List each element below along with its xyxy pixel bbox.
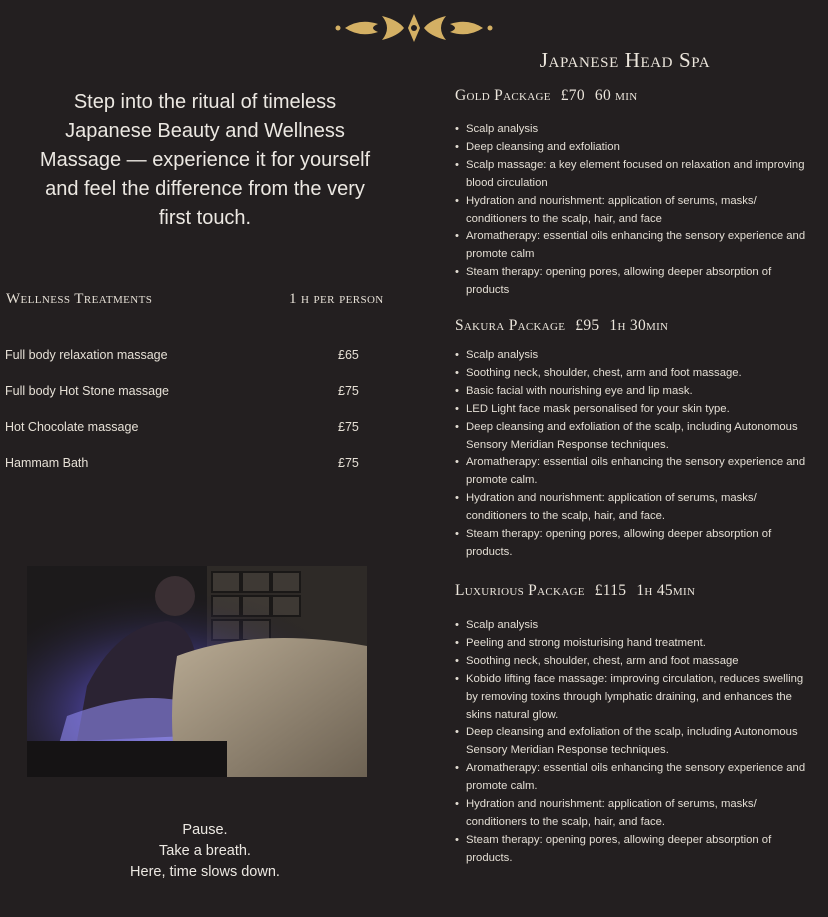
intro-line: and feel the difference from the very [45, 178, 365, 200]
intro-line: Japanese Beauty and Wellness [65, 120, 345, 142]
treatment-name: Full body relaxation massage [5, 348, 168, 362]
treatment-name: Full body Hot Stone massage [5, 384, 169, 398]
package-name: Gold Package [455, 87, 551, 104]
list-item: • Aromatherapy: essential oils enhancing the sensory experience and promote calm [455, 228, 815, 264]
treatment-name: Hammam Bath [5, 456, 89, 470]
luxurious-package-list [455, 617, 815, 868]
pause-text [90, 820, 320, 883]
list-item: • Steam therapy: opening pores, allowing deeper absorption of products [455, 264, 815, 300]
sakura-package-list [455, 347, 815, 562]
list-item: • Hydration and nourishment: application of serums, masks/ conditioners to the scalp, hair, and face. [455, 796, 815, 832]
package-price: £70 [560, 87, 585, 104]
treatment-price: £75 [338, 384, 359, 398]
intro-line: Step into the ritual of timeless [73, 91, 337, 113]
spa-treatment-photo [27, 566, 367, 777]
pause-line: Here, time slows down. [130, 864, 280, 880]
treatment-name: Hot Chocolate massage [5, 420, 139, 434]
list-item: • Kobido lifting face massage: improving circulation, reduces swelling by removing toxins through lymphatic draining, and enhances the skins natural glow. [455, 671, 815, 725]
package-duration: 1h 30min [609, 317, 669, 334]
list-item: • Scalp analysis [455, 617, 815, 635]
gold-package-list [455, 121, 815, 300]
package-name: Sakura Package [455, 317, 566, 334]
treatment-row [5, 456, 385, 470]
list-item: • Hydration and nourishment: application of serums, masks/ conditioners to the scalp, hair, and face [455, 193, 815, 229]
list-item: • Scalp analysis [455, 347, 815, 365]
treatment-price: £75 [338, 420, 359, 434]
package-price: £115 [594, 582, 627, 599]
list-item: • Aromatherapy: essential oils enhancing the sensory experience and promote calm. [455, 760, 815, 796]
package-duration: 1h 45min [636, 582, 696, 599]
pause-line: Pause. [182, 822, 228, 838]
per-person-label: 1 h per person [289, 291, 384, 307]
luxurious-package-title [455, 582, 705, 600]
list-item: • LED Light face mask personalised for your skin type. [455, 401, 815, 419]
pause-line: Take a breath. [159, 843, 251, 859]
intro-line: first touch. [158, 207, 252, 229]
list-item: • Deep cleansing and exfoliation [455, 139, 815, 157]
gold-package-title [455, 87, 647, 105]
list-item: • Soothing neck, shoulder, chest, arm and foot massage. [455, 365, 815, 383]
treatment-row [5, 420, 385, 434]
treatment-row [5, 384, 385, 398]
sakura-package-title [455, 317, 678, 335]
wellness-treatments-heading [6, 291, 406, 308]
list-item: • Aromatherapy: essential oils enhancing the sensory experience and promote calm. [455, 454, 815, 490]
list-item: • Scalp massage: a key element focused on relaxation and improving blood circulation [455, 157, 815, 193]
treatment-row [5, 348, 385, 362]
list-item: • Basic facial with nourishing eye and lip mask. [455, 383, 815, 401]
list-item: • Hydration and nourishment: application of serums, masks/ conditioners to the scalp, hair, and face. [455, 490, 815, 526]
list-item: • Steam therapy: opening pores, allowing deeper absorption of products. [455, 526, 815, 562]
wellness-heading-label: Wellness Treatments [6, 291, 153, 307]
japanese-head-spa-title: Japanese Head Spa [539, 48, 711, 72]
treatment-price: £75 [338, 456, 359, 470]
list-item: • Soothing neck, shoulder, chest, arm and foot massage [455, 653, 815, 671]
list-item: • Steam therapy: opening pores, allowing deeper absorption of products. [455, 832, 815, 868]
list-item: • Scalp analysis [455, 121, 815, 139]
list-item: • Deep cleansing and exfoliation of the scalp, including Autonomous Sensory Meridian Response techniques. [455, 724, 815, 760]
package-price: £95 [575, 317, 600, 334]
package-name: Luxurious Package [455, 582, 585, 599]
spa-photo-illustration-icon [27, 566, 367, 777]
intro-line: Massage — experience it for yourself [39, 149, 371, 171]
package-duration: 60 min [594, 87, 638, 104]
treatment-price: £65 [338, 348, 359, 362]
list-item: • Peeling and strong moisturising hand treatment. [455, 635, 815, 653]
intro-text [20, 88, 390, 233]
list-item: • Deep cleansing and exfoliation of the scalp, including Autonomous Sensory Meridian Response techniques. [455, 419, 815, 455]
